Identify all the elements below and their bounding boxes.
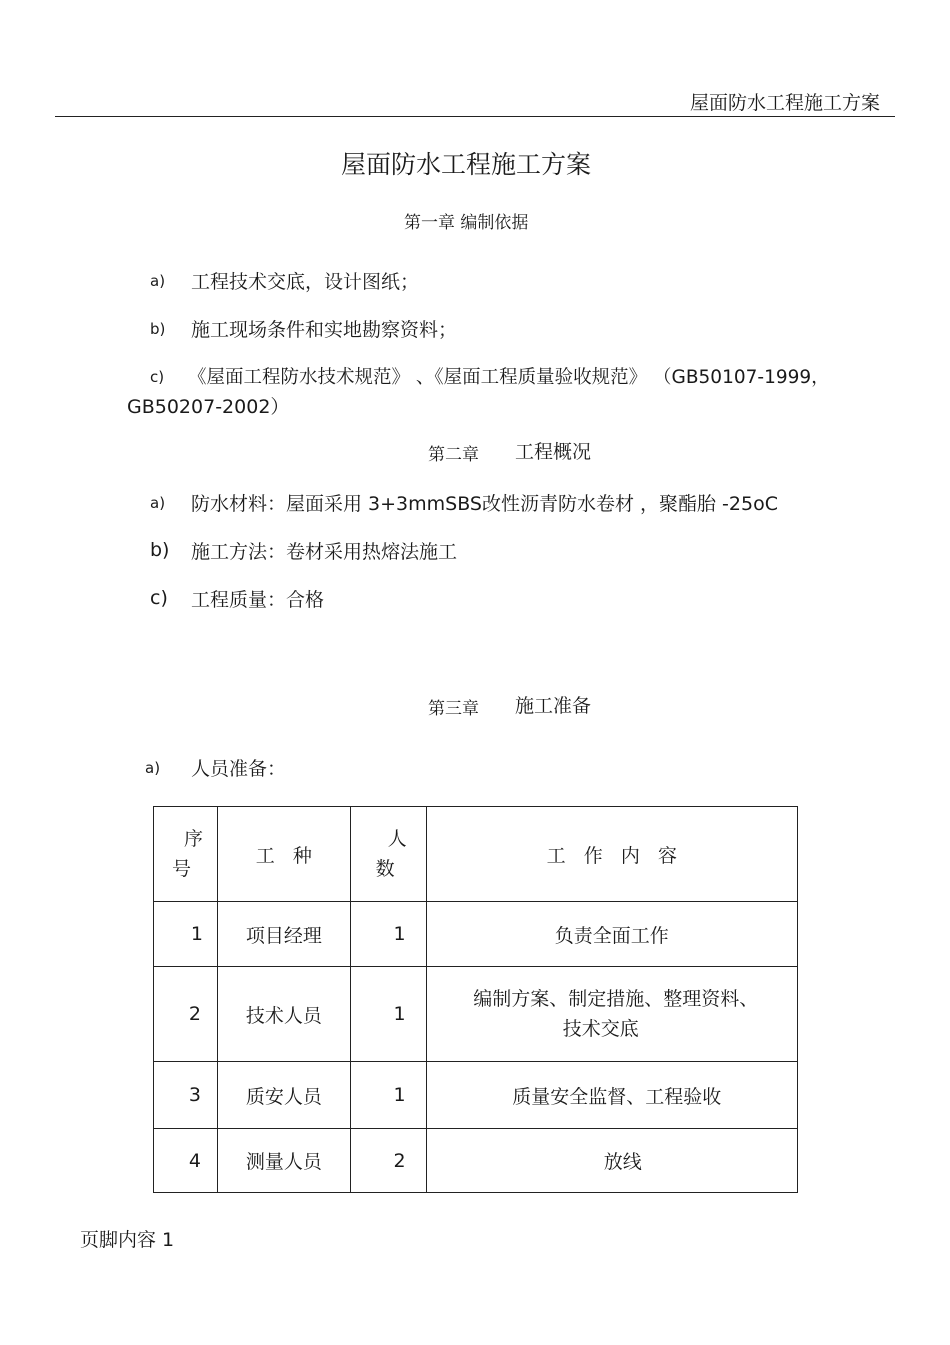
list-marker: a) (150, 494, 166, 512)
list-item-text: 人员准备： (191, 758, 287, 780)
cell-seq: 1 (154, 902, 218, 967)
list-marker: a) (150, 272, 166, 290)
cell-seq: 2 (154, 967, 218, 1062)
document-title: 屋面防水工程施工方案 (340, 150, 591, 179)
list-marker: c) (150, 587, 168, 609)
cell-content-line1: 编制方案、制定措施、整理资料、 (473, 988, 759, 1010)
cell-content-line2: 技术交底 (562, 1018, 639, 1040)
chapter-2-heading-number: 第二章 (428, 445, 479, 465)
header-seq (154, 807, 218, 902)
cell-seq: 3 (154, 1062, 218, 1129)
header-type: 工 种 (217, 807, 350, 902)
list-item-text: 防水材料：屋面采用 3+3mmSBS改性沥青防水卷材 ，聚酯胎 -25oC (191, 493, 778, 515)
chapter-3-heading-number: 第三章 (428, 699, 479, 719)
running-header-title: 屋面防水工程施工方案 (689, 92, 880, 114)
list-item-text: 《屋面工程防水技术规范》 、《屋面工程质量验收规范》 （GB50107-1999， (188, 367, 830, 388)
cell-count: 1 (350, 902, 426, 967)
cell-type: 质安人员 (217, 1062, 350, 1129)
cell-type: 项目经理 (217, 902, 350, 967)
cell-content: 质量安全监督、工程验收 (426, 1062, 797, 1129)
header-count (350, 807, 426, 902)
table-header-row (154, 807, 798, 902)
cell-content: 负责全面工作 (426, 902, 797, 967)
list-item-text: 工程质量：合格 (191, 589, 325, 611)
table-row (154, 1129, 798, 1193)
table-row (154, 967, 798, 1062)
table-row (154, 902, 798, 967)
chapter-1-heading: 第一章 编制依据 (404, 213, 529, 233)
cell-type: 测量人员 (217, 1129, 350, 1193)
page-footer: 页脚内容 1 (80, 1229, 175, 1251)
list-marker: c) (150, 368, 165, 386)
header-seq-line2: 号 (171, 858, 191, 880)
cell-content (426, 967, 797, 1062)
list-marker: a) (145, 759, 161, 777)
cell-count: 1 (350, 967, 426, 1062)
header-count-line1: 人 (387, 828, 407, 850)
cell-count: 1 (350, 1062, 426, 1129)
cell-type: 技术人员 (217, 967, 350, 1062)
list-item-text: 施工现场条件和实地勘察资料； (191, 319, 458, 341)
cell-count: 2 (350, 1129, 426, 1193)
list-marker: b) (150, 320, 166, 338)
header-divider (55, 116, 895, 117)
list-item-continuation: GB50207-2002） (127, 396, 290, 418)
header-content: 工 作 内 容 (426, 807, 797, 902)
chapter-3-heading-title: 施工准备 (515, 695, 592, 717)
header-count-line2: 数 (375, 858, 395, 880)
list-item-text: 施工方法：卷材采用热熔法施工 (191, 541, 458, 563)
staff-table (153, 806, 798, 1193)
cell-seq: 4 (154, 1129, 218, 1193)
list-marker: b) (150, 539, 170, 561)
chapter-2-heading-title: 工程概况 (515, 441, 592, 463)
header-seq-line1: 序 (183, 828, 203, 850)
cell-content: 放线 (426, 1129, 797, 1193)
table-row (154, 1062, 798, 1129)
list-item-text: 工程技术交底，设计图纸； (191, 271, 420, 293)
